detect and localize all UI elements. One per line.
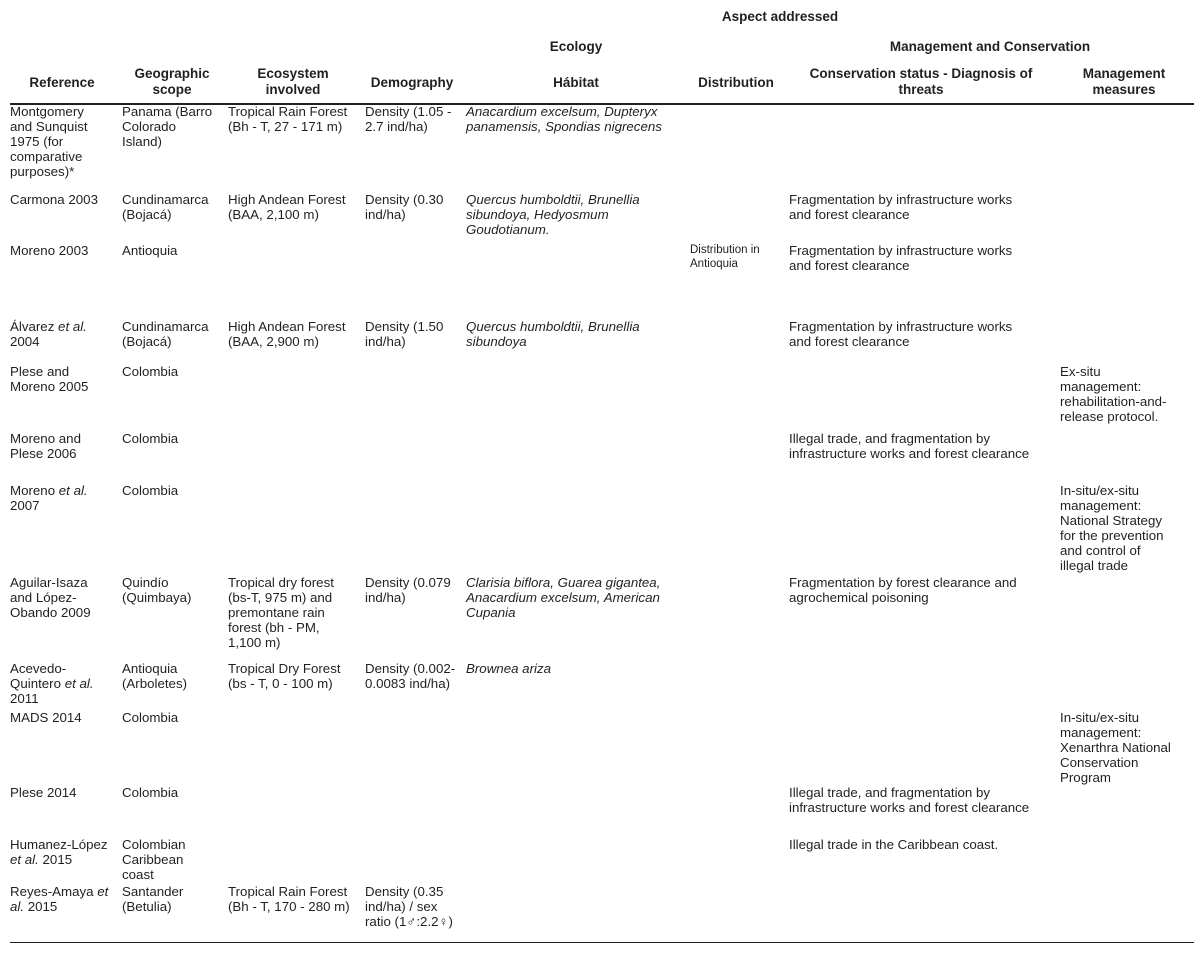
cell-habitat: Anacardium excelsum, Dupteryx panamensis, Spondias nigrecens	[466, 104, 662, 134]
cell-demography: Density (1.05 - 2.7 ind/ha)	[365, 104, 452, 134]
cell-management: In-situ/ex-situ management: Xenarthra National Conservation Program	[1060, 710, 1171, 785]
cell-ecosystem: Tropical Rain Forest (Bh - T, 170 - 280 m)	[228, 884, 350, 914]
cell-ecosystem: High Andean Forest (BAA, 2,100 m)	[228, 192, 346, 222]
cell-demography: Density (0.079 ind/ha)	[365, 575, 451, 605]
header-habitat: Hábitat	[553, 75, 599, 90]
cell-demography: Density (0.30 ind/ha)	[365, 192, 444, 222]
cell-reference: Plese 2014	[10, 785, 77, 800]
cell-ecosystem: Tropical Rain Forest (Bh - T, 27 - 171 m)	[228, 104, 348, 134]
cell-reference: Plese and Moreno 2005	[10, 364, 89, 394]
cell-geographic-scope: Colombia	[122, 364, 179, 379]
cell-conservation: Fragmentation by infrastructure works and forest clearance	[789, 319, 1013, 349]
reference-author: Moreno	[10, 483, 59, 498]
cell-management: In-situ/ex-situ management: National Strategy for the prevention and control of illegal trade	[1060, 483, 1164, 573]
cell-geographic-scope: Colombia	[122, 710, 179, 725]
cell-geographic-scope: Colombia	[122, 785, 179, 800]
reference-et-al: et al.	[58, 483, 88, 498]
cell-habitat: Quercus humboldtii, Brunellia sibundoya	[466, 319, 640, 349]
cell-reference	[10, 319, 118, 349]
reference-author: Álvarez	[10, 319, 59, 334]
reference-et-al: et al.	[64, 676, 94, 691]
cell-reference: MADS 2014	[10, 710, 82, 725]
cell-habitat: Quercus humboldtii, Brunellia sibundoya, Hedyosmum Goudotianum.	[466, 192, 640, 237]
reference-et-al: et al.	[58, 319, 87, 334]
reference-et-al: et al.	[10, 852, 39, 867]
reference-year: 2004	[10, 334, 40, 349]
cell-geographic-scope: Colombia	[122, 431, 179, 446]
cell-distribution: Distribution in Antioquia	[690, 244, 760, 270]
cell-ecosystem: Tropical dry forest (bs-T, 975 m) and premontane rain forest (bh - PM, 1,100 m)	[228, 575, 334, 650]
cell-reference	[10, 884, 122, 914]
cell-geographic-scope: Colombia	[122, 483, 179, 498]
cell-reference: Moreno and Plese 2006	[10, 431, 81, 461]
cell-conservation: Fragmentation by forest clearance and agrochemical poisoning	[789, 575, 1017, 605]
header-reference: Reference	[29, 75, 95, 90]
header-demography: Demography	[370, 75, 454, 90]
cell-ecosystem: High Andean Forest (BAA, 2,900 m)	[228, 319, 346, 349]
cell-conservation: Illegal trade, and fragmentation by infrastructure works and forest clearance	[789, 431, 1030, 461]
cell-geographic-scope: Quindío (Quimbaya)	[122, 575, 192, 605]
cell-demography: Density (1.50 ind/ha)	[365, 319, 444, 349]
cell-conservation: Illegal trade, and fragmentation by infrastructure works and forest clearance	[789, 785, 1030, 815]
cell-demography: Density (0.35 ind/ha) / sex ratio (1♂:2.2♀)	[365, 884, 453, 929]
reference-author: Reyes-Amaya	[10, 884, 98, 899]
cell-reference	[10, 837, 122, 867]
reference-et: et	[97, 884, 109, 899]
header-management-measures: Management measures	[1082, 66, 1166, 97]
header-distribution: Distribution	[698, 75, 774, 90]
cell-reference	[10, 661, 118, 706]
cell-reference: Montgomery and Sunquist 1975 (for comparative purposes)*	[10, 104, 88, 179]
cell-geographic-scope: Cundinamarca (Bojacá)	[122, 192, 209, 222]
cell-reference	[10, 483, 118, 513]
cell-conservation: Fragmentation by infrastructure works and forest clearance	[789, 243, 1013, 273]
cell-conservation: Fragmentation by infrastructure works and forest clearance	[789, 192, 1013, 222]
cell-conservation: Illegal trade in the Caribbean coast.	[789, 837, 999, 852]
cell-demography: Density (0.002- 0.0083 ind/ha)	[365, 661, 456, 691]
reference-year: 2015	[24, 899, 58, 914]
header-geographic-scope: Geographic scope	[134, 66, 210, 97]
header-ecosystem-involved: Ecosystem involved	[257, 66, 329, 97]
reference-author: Acevedo- Quintero	[10, 661, 67, 691]
cell-ecosystem: Tropical Dry Forest (bs - T, 0 - 100 m)	[228, 661, 341, 691]
bottom-rule	[10, 942, 1194, 943]
cell-geographic-scope: Antioquia	[122, 243, 178, 258]
cell-reference: Moreno 2003	[10, 243, 89, 258]
cell-geographic-scope: Cundinamarca (Bojacá)	[122, 319, 209, 349]
header-aspect-addressed: Aspect addressed	[721, 9, 839, 24]
cell-reference: Aguilar-Isaza and López- Obando 2009	[10, 575, 91, 620]
reference-year: 2007	[10, 498, 40, 513]
header-conservation-status: Conservation status - Diagnosis of threats	[809, 66, 1033, 97]
cell-geographic-scope: Colombian Caribbean coast	[122, 837, 186, 882]
cell-management: Ex-situ management: rehabilitation-and- release protocol.	[1060, 364, 1167, 424]
cell-geographic-scope: Santander (Betulia)	[122, 884, 184, 914]
cell-geographic-scope: Panama (Barro Colorado Island)	[122, 104, 213, 149]
header-management-conservation: Management and Conservation	[889, 39, 1091, 54]
reference-year: 2011	[10, 691, 39, 706]
cell-habitat: Clarisia biflora, Guarea gigantea, Anacardium excelsum, American Cupania	[466, 575, 661, 620]
cell-habitat: Brownea ariza	[466, 661, 551, 676]
cell-reference: Carmona 2003	[10, 192, 98, 207]
cell-geographic-scope: Antioquia (Arboletes)	[122, 661, 188, 691]
reference-year: 2015	[38, 852, 73, 867]
reference-author: Humanez-López	[10, 837, 108, 852]
header-ecology: Ecology	[549, 39, 603, 54]
reference-al: al.	[10, 899, 25, 914]
